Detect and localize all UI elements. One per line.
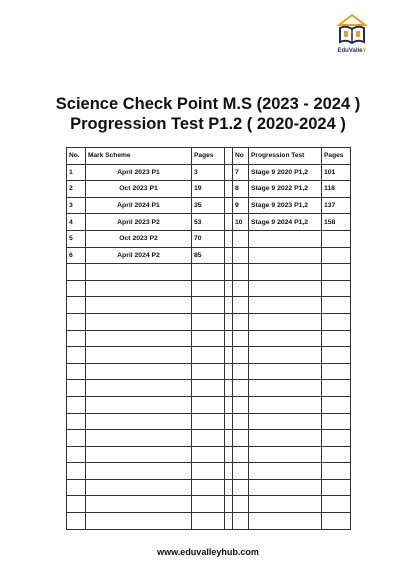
table-cell: April 2024 P2 <box>86 247 192 264</box>
table-cell <box>249 446 322 463</box>
table-cell <box>86 413 192 430</box>
table-cell <box>192 363 225 380</box>
table-cell <box>67 264 86 281</box>
page-title <box>0 94 416 134</box>
table-cell <box>249 463 322 480</box>
table-cell <box>322 430 351 447</box>
table-cell: 53 <box>192 214 225 231</box>
table-cell <box>67 463 86 480</box>
table-cell <box>249 396 322 413</box>
table-cell: 4 <box>67 214 86 231</box>
table-cell <box>67 413 86 430</box>
table-row <box>67 413 351 430</box>
table-cell <box>225 463 233 480</box>
table-cell <box>192 413 225 430</box>
table-cell <box>86 479 192 496</box>
table-cell <box>249 347 322 364</box>
table-cell: 2 <box>67 181 86 198</box>
table-cell <box>67 446 86 463</box>
table-row <box>67 396 351 413</box>
footer-url: www.eduvalleyhub.com <box>157 547 259 557</box>
table-cell <box>67 330 86 347</box>
contents-table <box>66 147 351 530</box>
table-cell <box>192 430 225 447</box>
table-cell <box>225 430 233 447</box>
logo-wordmark: EduValleY <box>337 48 367 54</box>
table-cell <box>192 313 225 330</box>
table-cell <box>86 513 192 530</box>
header-spacer <box>225 148 233 165</box>
table-cell <box>86 380 192 397</box>
table-cell <box>233 247 249 264</box>
table-cell: 3 <box>192 164 225 181</box>
table-cell <box>225 164 233 181</box>
table-cell <box>322 363 351 380</box>
table-row <box>67 214 351 231</box>
table-cell: Oct 2023 P2 <box>86 230 192 247</box>
table-row <box>67 380 351 397</box>
table-cell <box>67 280 86 297</box>
table-cell <box>249 313 322 330</box>
table-cell <box>249 330 322 347</box>
table-cell <box>225 413 233 430</box>
table-cell <box>233 430 249 447</box>
header-pages-right: Pages <box>322 148 351 165</box>
table-cell <box>249 430 322 447</box>
table-cell <box>249 230 322 247</box>
table-cell <box>233 363 249 380</box>
table-row <box>67 463 351 480</box>
eduvalley-logo <box>332 12 372 58</box>
table-cell <box>249 513 322 530</box>
table-cell <box>233 347 249 364</box>
table-cell <box>86 430 192 447</box>
table-cell <box>233 413 249 430</box>
table-cell <box>233 330 249 347</box>
table-header-row <box>67 148 351 165</box>
table-cell <box>192 446 225 463</box>
table-cell <box>233 396 249 413</box>
table-cell <box>192 513 225 530</box>
table-cell <box>67 430 86 447</box>
table-cell: 1 <box>67 164 86 181</box>
table-cell <box>225 446 233 463</box>
table-cell: 85 <box>192 247 225 264</box>
table-cell: 70 <box>192 230 225 247</box>
table-cell <box>192 380 225 397</box>
table-cell <box>67 297 86 314</box>
table-cell <box>249 413 322 430</box>
table-cell <box>225 247 233 264</box>
table-cell <box>249 380 322 397</box>
table-cell <box>322 280 351 297</box>
table-cell: April 2023 P2 <box>86 214 192 231</box>
table-cell <box>322 264 351 281</box>
table-row <box>67 446 351 463</box>
table-cell <box>225 479 233 496</box>
table-cell <box>86 363 192 380</box>
table-cell <box>233 380 249 397</box>
table-cell <box>192 297 225 314</box>
table-row <box>67 496 351 513</box>
table-row <box>67 197 351 214</box>
header-progression-test: Progression Test <box>249 148 322 165</box>
table-cell <box>86 463 192 480</box>
table-cell <box>249 264 322 281</box>
table-cell <box>249 247 322 264</box>
table-cell: 10 <box>233 214 249 231</box>
table-row <box>67 363 351 380</box>
table-cell <box>225 230 233 247</box>
header-no-right: No <box>233 148 249 165</box>
table-cell: 101 <box>322 164 351 181</box>
table-cell <box>192 264 225 281</box>
table-cell <box>225 181 233 198</box>
table-row <box>67 280 351 297</box>
table-cell <box>225 297 233 314</box>
table-row <box>67 313 351 330</box>
table-cell <box>322 230 351 247</box>
table-cell <box>249 280 322 297</box>
table-cell <box>67 313 86 330</box>
table-cell <box>86 347 192 364</box>
table-cell <box>233 297 249 314</box>
table-cell <box>322 463 351 480</box>
table-cell <box>225 347 233 364</box>
table-cell: 35 <box>192 197 225 214</box>
table-cell <box>225 264 233 281</box>
table-cell <box>86 396 192 413</box>
table-cell <box>322 297 351 314</box>
table-cell <box>86 446 192 463</box>
table-cell <box>322 496 351 513</box>
table-cell <box>225 214 233 231</box>
table-cell <box>192 479 225 496</box>
header-no: No. <box>67 148 86 165</box>
table-cell: 19 <box>192 181 225 198</box>
table-cell: 137 <box>322 197 351 214</box>
table-cell <box>225 330 233 347</box>
table-cell <box>249 479 322 496</box>
table-cell: Oct 2023 P1 <box>86 181 192 198</box>
book-house-icon <box>332 12 372 48</box>
title-line-2: Progression Test P1.2 ( 2020-2024 ) <box>70 115 346 133</box>
table-cell <box>225 280 233 297</box>
table-cell <box>225 513 233 530</box>
header-pages: Pages <box>192 148 225 165</box>
table-cell: 6 <box>67 247 86 264</box>
table-cell: April 2023 P1 <box>86 164 192 181</box>
table-cell: Stage 9 2020 P1,2 <box>249 164 322 181</box>
table-cell <box>86 313 192 330</box>
table-cell <box>233 264 249 281</box>
table-cell <box>249 496 322 513</box>
table-cell: 3 <box>67 197 86 214</box>
table-cell <box>67 396 86 413</box>
table-cell <box>192 496 225 513</box>
table-cell <box>322 413 351 430</box>
table-cell <box>67 513 86 530</box>
table-cell <box>322 347 351 364</box>
table-row <box>67 347 351 364</box>
table-cell <box>233 230 249 247</box>
table-cell <box>192 347 225 364</box>
table-cell <box>67 363 86 380</box>
table-cell <box>225 363 233 380</box>
table-row <box>67 330 351 347</box>
table-cell <box>67 496 86 513</box>
table-cell: 9 <box>233 197 249 214</box>
table-cell <box>192 330 225 347</box>
table-cell: 8 <box>233 181 249 198</box>
table-cell <box>322 396 351 413</box>
table-cell <box>233 463 249 480</box>
table-cell <box>233 513 249 530</box>
table-cell: 118 <box>322 181 351 198</box>
table-cell <box>322 330 351 347</box>
table-cell <box>233 496 249 513</box>
title-line-1: Science Check Point M.S (2023 - 2024 ) <box>55 95 361 113</box>
table-cell <box>225 396 233 413</box>
table-cell <box>86 297 192 314</box>
table-cell <box>225 496 233 513</box>
table-cell <box>67 479 86 496</box>
table-cell: 7 <box>233 164 249 181</box>
table-cell <box>86 496 192 513</box>
table-cell <box>249 363 322 380</box>
table-cell: April 2024 P1 <box>86 197 192 214</box>
table-row <box>67 297 351 314</box>
table-cell: Stage 9 2022 P1,2 <box>249 181 322 198</box>
table-cell <box>322 313 351 330</box>
table-cell <box>322 513 351 530</box>
table-cell <box>86 330 192 347</box>
table-cell <box>322 479 351 496</box>
table-cell <box>225 197 233 214</box>
table-row <box>67 181 351 198</box>
table-cell <box>322 380 351 397</box>
header-mark-scheme: Mark Scheme <box>86 148 192 165</box>
table-row <box>67 513 351 530</box>
table-cell <box>322 446 351 463</box>
table-row <box>67 479 351 496</box>
table-cell <box>86 264 192 281</box>
table-row <box>67 247 351 264</box>
table-cell: 158 <box>322 214 351 231</box>
table-cell <box>322 247 351 264</box>
table-cell <box>86 280 192 297</box>
table-cell: Stage 9 2023 P1,2 <box>249 197 322 214</box>
table-cell <box>67 347 86 364</box>
table-cell: 5 <box>67 230 86 247</box>
table-cell <box>233 479 249 496</box>
table-cell <box>233 280 249 297</box>
table-cell <box>249 297 322 314</box>
table-cell <box>192 396 225 413</box>
table-cell <box>225 380 233 397</box>
table-cell <box>192 280 225 297</box>
table-cell <box>233 313 249 330</box>
table-cell <box>233 446 249 463</box>
table-row <box>67 164 351 181</box>
table-cell <box>67 380 86 397</box>
table-cell <box>225 313 233 330</box>
table-row <box>67 264 351 281</box>
table-row <box>67 230 351 247</box>
table-row <box>67 430 351 447</box>
table-cell <box>192 463 225 480</box>
table-cell: Stage 9 2024 P1,2 <box>249 214 322 231</box>
